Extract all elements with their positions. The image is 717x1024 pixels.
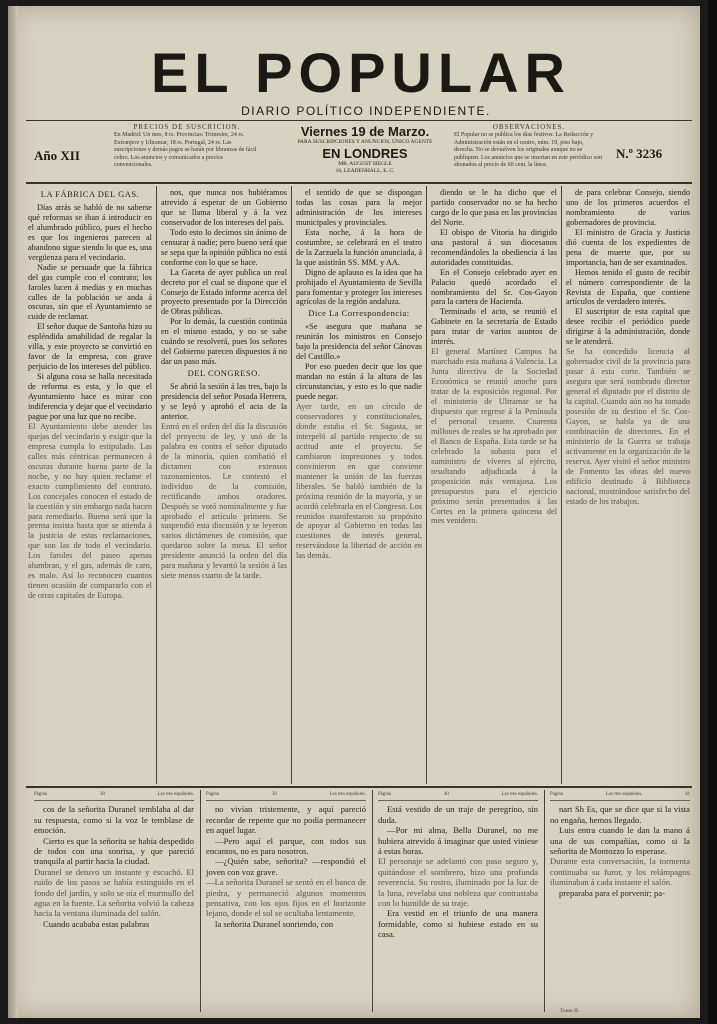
- page-edge: [708, 0, 717, 1024]
- filler-text: El personaje se adelantó con paso seguro y, quitándose el sombrero, hizo una profunda reverencia. Su rostro, iluminado por la luz de la luna, revelaba una nobleza que contrastaba con lo humilde de su traje.: [378, 856, 538, 909]
- london-agency: EN LONDRES: [322, 146, 408, 161]
- volume-label: Tomo II.: [560, 1008, 580, 1014]
- paragraph: preparaba para el porvenir; pa-: [559, 887, 665, 898]
- paragraph: El ministro de Gracia y Justicia dió cuenta de los expedientes de pena de muerte que, por su importancia, han de ser examinados.: [566, 227, 690, 267]
- serial-page-header: [34, 790, 194, 801]
- paragraph: Se abrió la sesión á las tres, bajo la presidencia del señor Posada Herrera, y se leyó y aprobó el acta de la anterior.: [161, 382, 287, 421]
- serial-column-3: [378, 790, 538, 1012]
- text-column-2: [161, 188, 287, 782]
- folletin-top-rule: [26, 786, 692, 788]
- paragraph: la señorita Duranel sonriendo, con: [215, 918, 334, 929]
- filler-text: Durante esta conversación, la tormenta continuaba su furor, y los relámpagos iluminaban á cada instante el salón.: [550, 856, 690, 888]
- serial-page-number: 40: [443, 792, 449, 797]
- column-divider: [426, 186, 427, 784]
- ads-line: PARA SUSCRIPCIONES Y ANUNCIOS, ÚNICO AGENTE: [297, 139, 433, 145]
- paragraph: —Por mi alma, Bella Duranel, no me hubiera atrevido á imaginar que usted viniese á estas horas.: [378, 825, 538, 857]
- paragraph: cos de la señorita Duranel temblaba al dar su respuesta, como si la voz le temblase de emoción.: [34, 804, 194, 836]
- serial-page-header: [378, 790, 538, 801]
- paragraph: el sentido de que se dispongan todas las cosas para la mejor administración de los intereses municipales y provinciales.: [296, 188, 422, 227]
- filler-text: Duranel se detuvo un instante y escuchó. El ruido de los pasos se había extinguido en el fondo del jardín, y solo se oía el murmullo del agua en la fuente. La señorita volvió la cabeza hacia la ventana iluminada del salón.: [34, 866, 194, 919]
- column-divider: [544, 790, 545, 1012]
- filler-text: Ayer tarde, en un círculo de conservadores y constitucionales, donde estaba el Sr. Sagasta, se interpeló al partido respecto de su actitud ante el proyecto. Se cambiaron impresiones y todos convinieron en que conviene mantener la unión de las fuerzas liberales. Se habló también de la próxima reunión de la mayoría, y se acordó celebrarla en el Congreso. Los reunidos manifestaron su propósito de apoyar al Gobierno en todas las cuestiones de interés general, reservándose la libertad de acción en las demás.: [296, 402, 422, 561]
- paragraph: —Pero aquí el parque, con todos sus encantos, no es para nosotros.: [206, 835, 366, 857]
- paragraph: Días atrás se habló de no saberse qué reformas se iban á introducir en el alumbrado público, pues el hecho es que los ingenieros parecen al abandono sigue siendo lo que es, una vergüenza para el vecindario.: [28, 202, 152, 262]
- subscription-prices-box: [114, 124, 260, 176]
- paragraph: Por eso pueden decir que los que mandan no están á la altura de las circunstancias, y esto es lo que nadie puede negar.: [296, 362, 422, 402]
- serial-running-title: Los tres españoles.: [329, 792, 366, 797]
- paragraph: Digno de aplauso es la idea que ha prohijado el Ayuntamiento de Sevilla para fomentar y proteger los intereses agrícolas de la región andaluza.: [296, 267, 422, 307]
- paragraph: —¿Quién sabe, señorita? —respondió el joven con voz grave.: [206, 856, 366, 877]
- issue-number: N.º 3236: [616, 146, 663, 161]
- serial-page-header: [550, 790, 690, 801]
- column-divider: [156, 186, 157, 784]
- section-heading: DEL CONGRESO.: [187, 368, 261, 379]
- paragraph: no vivían tristemente, y aquí pareció recordar de repente que no podía permanecer en aquel lugar.: [206, 804, 366, 836]
- serial-page-number: 39: [271, 792, 277, 797]
- column-divider: [291, 186, 292, 784]
- subscription-prices-title: PRECIOS DE SUSCRICION.: [133, 124, 241, 131]
- serial-page-prefix: Página: [34, 792, 48, 797]
- text-column-1: [28, 188, 152, 782]
- section-heading: Dice La Correspondencia:: [308, 308, 410, 319]
- paragraph: diendo se le ha dicho que el partido conservador no se ha hecho cargo de lo que pasa en las provincias del Norte.: [431, 188, 557, 227]
- serial-page-prefix: Página: [378, 792, 392, 797]
- issue-date: Viernes 19 de Marzo.: [300, 124, 430, 139]
- paragraph: nos, que nunca nos hubiéramos atrevido á esperar de un Gobierno que se llama liberal y á la vez conservador de los intereses del país.: [161, 188, 287, 227]
- edition-year: Año XII: [34, 148, 80, 163]
- filler-text: Se ha concedido licencia al gobernador civil de la provincia para pasar á esta corte. También se asegura que será nombrado director general el diputado por el distrito de la capital. Cuando aún no ha tomado posesión de su destino el Sr. Cos-Gayon, se habla ya de una combinación de directores. En el ministerio de la Guerra se trabaja activamente en la organización de la reserva. Ayer visitó el señor ministro de Fomento las obras del nuevo edificio destinado á Biblioteca nacional, mostrándose satisfecho del estado de los trabajos.: [566, 347, 690, 506]
- serial-page-header: [206, 790, 366, 801]
- paragraph: Luis entra cuando le dan la mano á una de sus compañías, como si la señorita de Montozzo lo esperase.: [550, 825, 690, 857]
- paragraph: Esta noche, á la hora de costumbre, se celebrará en el teatro de la Zarzuela la función anunciada, á la que asistirán SS. MM. y AA.: [296, 227, 422, 267]
- paragraph: Era vestid en el triunfo de una manera formidable, como si hubiese estado en su casa.: [378, 908, 538, 940]
- paragraph: Cuando acababa estas palabras: [43, 918, 150, 929]
- filler-text: El Ayuntamiento debe atender las quejas del vecindario y exigir que la empresa cumpla lo estipulado. Las calles más céntricas permanecen á oscuras durante buena parte de la noche, y no hay quien reclame el exacto cumplimiento del contrato. Los concejales conocen el estado de la cuestión y sin embargo nada hacen para remediarlo. Bueno será que la prensa insista hasta que se atienda á la justicia de estas reclamaciones, que son las de todo el vecindario. Los faroles del paseo apenas alumbran, y el gas, además de caro, es malo. Así lo reconocen cuantos tienen ocasión de compararlo con el de otras capitales de Europa.: [28, 421, 152, 601]
- header-bottom-rule: [26, 182, 692, 184]
- serial-page-prefix: Página: [206, 792, 220, 797]
- column-divider: [372, 790, 373, 1012]
- paragraph: Todo esto lo decimos sin ánimo de censurar á nadie; pero bueno será que se sepa que la opinión pública no está conforme con lo que se hace.: [161, 227, 287, 267]
- paragraph: El señor duque de Santoña hizo su espléndida amabilidad de regalar la villa, y este proyecto se convirtió en favor de la empresa, con grave perjuicio de los intereses del público.: [28, 322, 152, 372]
- filler-text: —La señorita Duranel se sentó en el banco de piedra, y permaneció algunos momentos pensativa, con los ojos fijos en el horizonte lejano, donde el sol se ocultaba lentamente.: [206, 877, 366, 919]
- paragraph: de para celebrar Consejo, siendo uno de los primeros acuerdos el nombramiento de varios gobernadores de provincia.: [566, 188, 690, 227]
- issue-date-block: [290, 124, 440, 175]
- binding-spine: [8, 6, 18, 1018]
- text-column-4: [431, 188, 557, 782]
- article-heading: LA FÁBRICA DEL GAS.: [40, 189, 140, 199]
- paragraph: «Se asegura que mañana se reunirán los ministros en Consejo bajo la presidencia del señor Cánovas del Castillo.»: [296, 322, 422, 362]
- paragraph: Si alguna cosa se halla necesitada de reforma es esta, y lo que el Ayuntamiento hace es mirar con indiferencia y dejar que el vecindario pague por una luz que no recibe.: [28, 372, 152, 421]
- serial-column-4: [550, 790, 690, 1006]
- serial-running-title: Los tres españoles.: [605, 792, 643, 797]
- observations-text: El Popular no se publica los días festivos. La Redacción y Administración están en el centro, núm. 19, piso bajo, derecha. No se devuelven los originales aunque no se publiquen. Los anuncios que se insertan en este periódico son abonados al precio de 60 cent. la línea.: [454, 132, 602, 169]
- serial-running-title: Los tres españoles.: [157, 792, 194, 797]
- column-divider: [200, 790, 201, 1012]
- column-divider: [561, 186, 562, 784]
- paragraph: Está vestido de un traje de peregrino, sin duda.: [378, 804, 538, 825]
- paragraph: Cierto es que la señorita se había despedido de todos con una sonrisa, y que pareció tranquila al partir hacia la ciudad.: [34, 835, 194, 867]
- paragraph: Hemos tenido el gusto de recibir el número correspondiente de la Revista de España, que contiene artículos de verdadero interés.: [566, 267, 690, 307]
- text-column-3: [296, 188, 422, 782]
- agent-address: 16, LEADENHALL, E. C.: [335, 168, 395, 174]
- serial-running-title: Los tres españoles.: [501, 792, 538, 797]
- paragraph: Terminado el acto, se reunió el Gabinete en la secretaría de Estado para tratar de varios asuntos de interés.: [431, 307, 557, 347]
- paragraph: El obispo de Vitoria ha dirigido una pastoral á sus diocesanos recomendándoles la obediencia á las autoridades constituidas.: [431, 227, 557, 267]
- observations-title: OBSERVACIONES.: [492, 124, 566, 131]
- filler-text: El general Martínez Campos ha marchado esta mañana á Valencia. La Junta directiva de la Sociedad Económica se reunió anoche para tratar de la exposición regional. Por el ministerio de Ultramar se ha dispuesto que regrese á la Península el personal cesante. Cuarenta millones de reales se ha aprobado por el Banco de España. Esta tarde se ha celebrado la subasta para el suministro de víveres al ejército, resultando adjudicada á la proposición más ventajosa. Los presupuestos para el ejercicio próximo serán presentados á las Cortes en la primera quincena del mes venidero.: [431, 347, 557, 526]
- masthead-rule: [26, 120, 692, 121]
- serial-page-number: 38: [99, 792, 105, 797]
- subscription-prices-text: En Madrid: Un mes, 8 rs. Provincias: Trimestre, 24 rs. Extranjero y Ultramar, 18 rs. Portugal, 24 rs. Las suscripciones y demás pagos se harán por libranzas de fácil cobro. Los anuncios y comunicados a precios convencionales.: [114, 132, 257, 169]
- paragraph: La Gaceta de ayer publica un real decreto por el cual se dispone que el Consejo de Estado informe acerca del proyecto presentado por la Dirección de Obras públicas.: [161, 267, 287, 317]
- serial-page-prefix: Página: [550, 792, 564, 797]
- paragraph: El suscriptor de esta capital que desee recibir el periódico puede dirigirse á la administración, donde se le atenderá.: [566, 307, 690, 347]
- serial-page-number: 41: [685, 792, 690, 797]
- newspaper-page: [8, 6, 700, 1018]
- paragraph: nart Sh Es, que se dice que si la vista no engaña, hemos llegado.: [550, 804, 690, 825]
- paragraph: Por lo demás, la cuestión continúa en el mismo estado, y no se sabe cuándo se resolverá, pues los señores del Gobierno parecen dispuestos á no dar un paso más.: [161, 317, 287, 367]
- newspaper-title: EL POPULAR: [151, 41, 571, 104]
- paragraph: Nadie se persuade que la fábrica del gas cumple con el contrato; los faroles lucen á medias y en muchas calles de la población se anda á oscuras, sin que el Ayuntamiento se cuide de reclamar.: [28, 262, 152, 322]
- newspaper-subtitle: DIARIO POLÍTICO INDEPENDIENTE.: [241, 104, 491, 118]
- agent-name: MR. AUGUST SIEGLE: [338, 161, 392, 167]
- observations-box: [454, 124, 604, 176]
- paragraph: En el Consejo celebrado ayer en Palacio quedó acordado el nombramiento del Sr. Cos-Gayon para la cartera de Hacienda.: [431, 267, 557, 307]
- serial-column-2: [206, 790, 366, 1012]
- text-column-5: [566, 188, 690, 782]
- filler-text: Entró en el orden del día la discusión del proyecto de ley, y usó de la palabra en contra el señor diputado de la minoría, quien combatió el dictamen con extensos razonamientos. Le contestó el individuo de la comisión, rectificando ambos oradores. Después se votó nominalmente y fue aprobado el artículo primero. Se suspendió esta discusión y se leyeron varios dictámenes de comisión, que quedaron sobre la mesa. El señor presidente anunció la orden del día para mañana y levantó la sesión á las siete menos cuarto de la tarde.: [161, 421, 287, 581]
- serial-column-1: [34, 790, 194, 1012]
